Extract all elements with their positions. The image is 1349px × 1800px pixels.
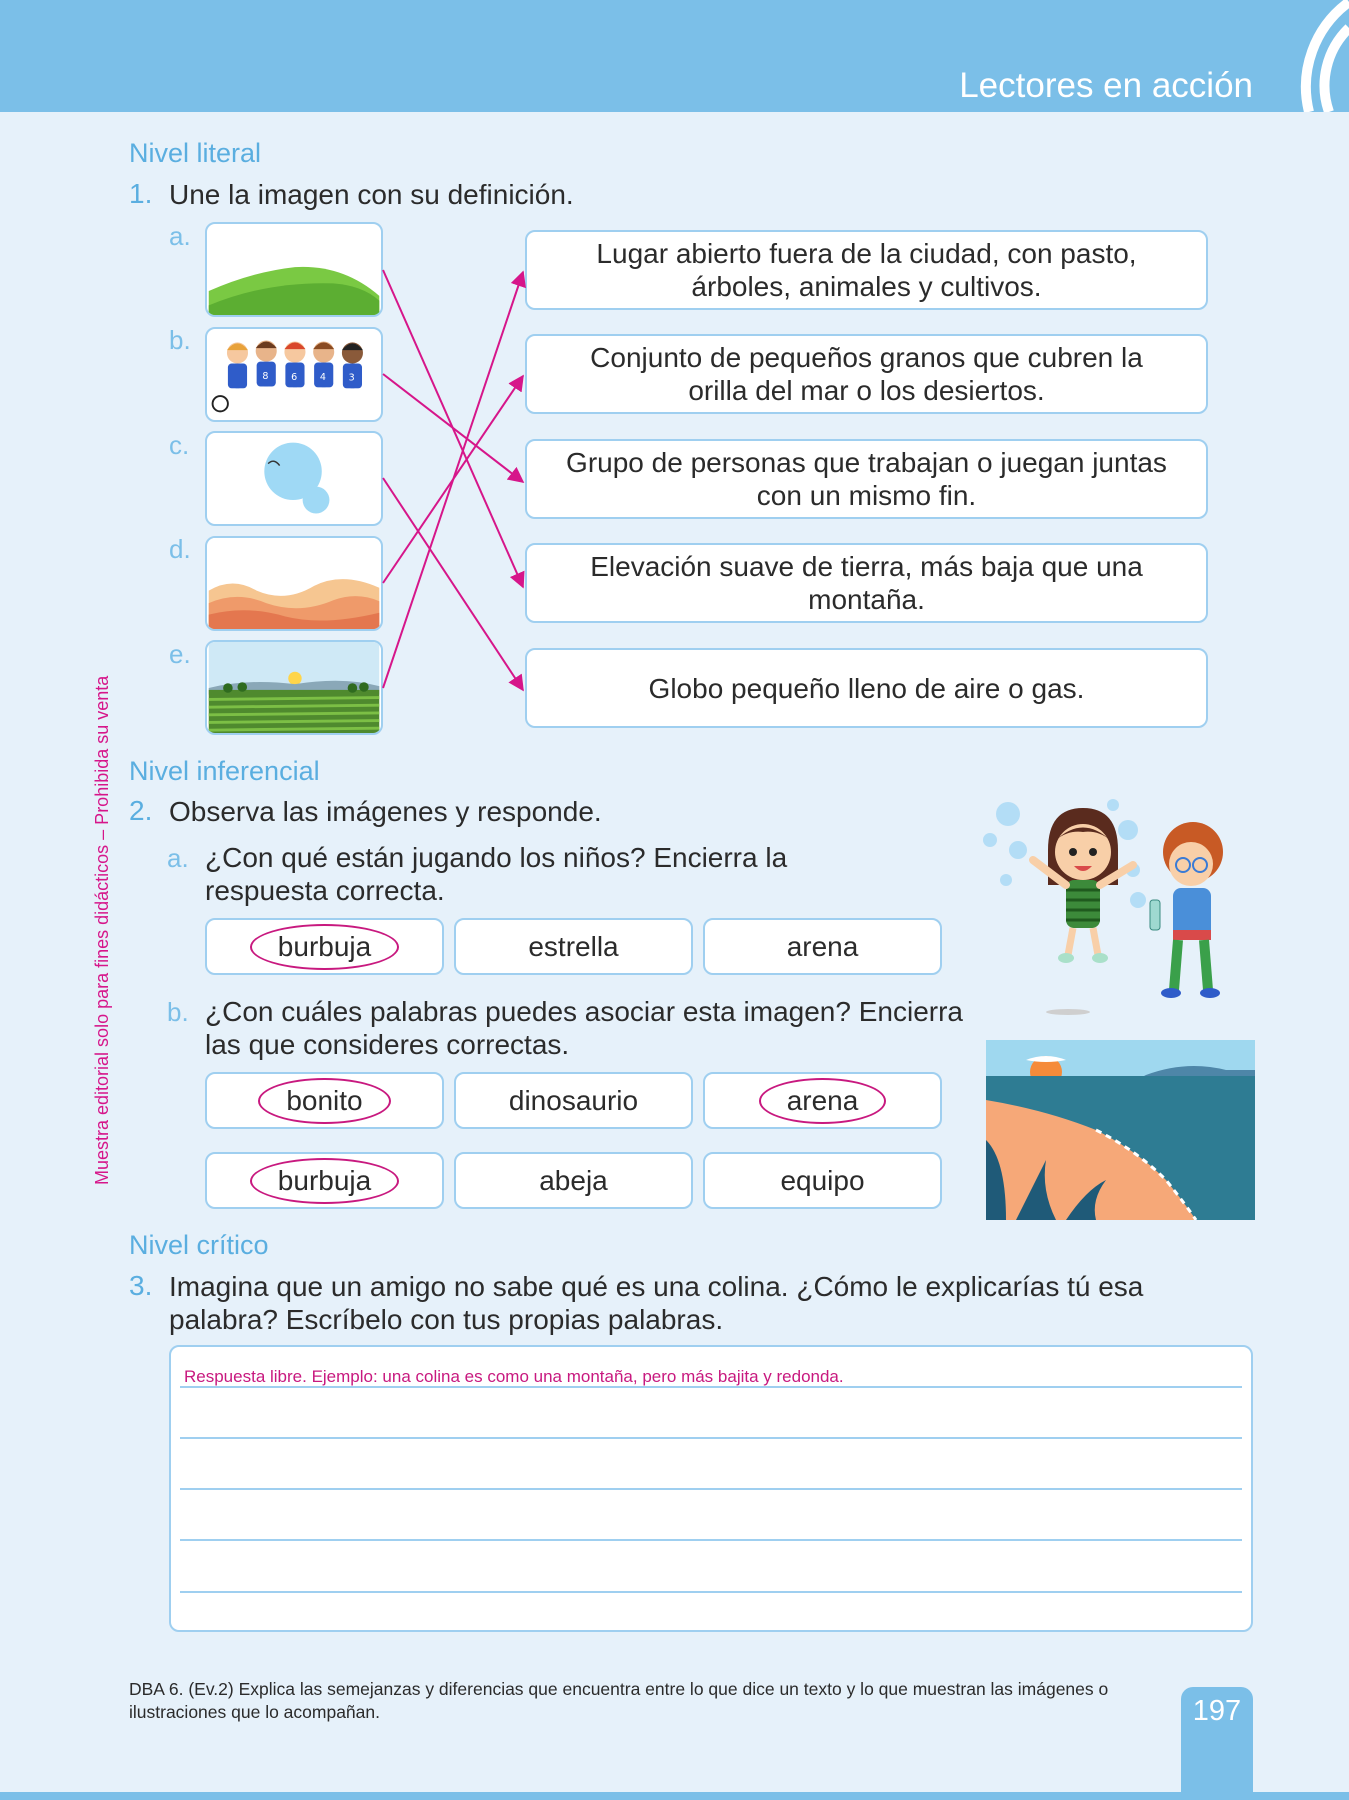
image-letter-c: c. <box>169 430 190 460</box>
option-label: arena <box>786 930 859 962</box>
option-b-dinosaurio[interactable] <box>454 1072 693 1129</box>
svg-text:6: 6 <box>291 371 298 383</box>
option-a-arena[interactable] <box>703 918 942 975</box>
option-label: abeja <box>539 1164 608 1196</box>
svg-text:4: 4 <box>319 371 326 383</box>
image-letter-e: e. <box>169 639 191 669</box>
level-inferential-title: Nivel inferencial <box>129 756 320 786</box>
writing-line <box>180 1386 1242 1388</box>
match-line-a <box>383 270 523 587</box>
option-label: arena <box>759 1078 887 1124</box>
image-letter-b: b. <box>169 325 191 355</box>
match-line-d <box>383 376 523 583</box>
svg-text:8: 8 <box>262 370 269 382</box>
page-number-tab <box>1181 1687 1253 1800</box>
writing-line <box>180 1591 1242 1593</box>
image-letter-a: a. <box>169 221 191 251</box>
image-e-countryside[interactable] <box>205 640 383 735</box>
children-bubbles-illustration <box>978 790 1258 1020</box>
image-a-hill[interactable] <box>205 222 383 317</box>
bubble-icon <box>207 433 381 524</box>
team-icon <box>207 329 381 420</box>
option-b-arena[interactable] <box>703 1072 942 1129</box>
match-line-b <box>383 374 523 482</box>
option-label: burbuja <box>250 1158 399 1204</box>
question-1-instruction: Une la imagen con su definición. <box>169 179 574 210</box>
definition-5[interactable]: Globo pequeño lleno de aire o gas. <box>525 648 1208 728</box>
level-literal-title: Nivel literal <box>129 138 262 168</box>
option-label: burbuja <box>250 924 399 970</box>
writing-line <box>180 1437 1242 1439</box>
image-b-team[interactable] <box>205 327 383 422</box>
beach-illustration <box>986 1040 1255 1220</box>
question-1-number: 1. <box>129 178 153 209</box>
question-2-instruction: Observa las imágenes y responde. <box>169 796 602 827</box>
section-title: Lectores en acción <box>959 66 1253 105</box>
question-3-number: 3. <box>129 1270 153 1301</box>
definition-1[interactable]: Lugar abierto fuera de la ciudad, con pasto, árboles, animales y cultivos. <box>525 230 1208 310</box>
definition-4[interactable]: Elevación suave de tierra, más baja que una montaña. <box>525 543 1208 623</box>
definition-2[interactable]: Conjunto de pequeños granos que cubren la orilla del mar o los desiertos. <box>525 334 1208 414</box>
countryside-icon <box>207 642 381 733</box>
part-a-question: ¿Con qué están jugando los niños? Encierra la respuesta correcta. <box>205 842 788 906</box>
part-a-letter: a. <box>167 843 189 873</box>
option-label: estrella <box>528 930 619 962</box>
definition-3[interactable]: Grupo de personas que trabajan o juegan juntas con un mismo fin. <box>525 439 1208 519</box>
header-arcs-decoration <box>1239 0 1349 112</box>
match-line-e <box>383 272 523 688</box>
svg-text:3: 3 <box>348 372 355 384</box>
question-3-text: Imagina que un amigo no sabe qué es una colina. ¿Cómo le explicarías tú esa palabra? Escríbelo con tus propias palabras. <box>169 1271 1144 1335</box>
image-c-bubble[interactable] <box>205 431 383 526</box>
option-label: equipo <box>780 1164 865 1196</box>
header-band <box>0 0 1349 112</box>
option-a-estrella[interactable] <box>454 918 693 975</box>
option-b-bonito[interactable] <box>205 1072 444 1129</box>
option-label: bonito <box>258 1078 390 1124</box>
writing-line <box>180 1539 1242 1541</box>
level-critical-title: Nivel crítico <box>129 1230 269 1260</box>
match-line-c <box>383 478 523 690</box>
side-disclaimer: Muestra editorial solo para fines didácticos – Prohibida su venta <box>92 675 112 1185</box>
option-label: dinosaurio <box>508 1084 639 1116</box>
option-b-burbuja[interactable] <box>205 1152 444 1209</box>
image-letter-d: d. <box>169 534 191 564</box>
hill-icon <box>207 224 381 315</box>
part-b-letter: b. <box>167 997 189 1027</box>
page-number: 197 <box>1192 1695 1242 1727</box>
option-b-equipo[interactable] <box>703 1152 942 1209</box>
option-a-burbuja[interactable] <box>205 918 444 975</box>
sample-answer: Respuesta libre. Ejemplo: una colina es como una montaña, pero más bajita y redonda. <box>184 1367 844 1386</box>
option-b-abeja[interactable] <box>454 1152 693 1209</box>
dba-note: DBA 6. (Ev.2) Explica las semejanzas y diferencias que encuentra entre lo que dice un texto y lo que muestran las imágenes o ilustraciones que lo acompañan. <box>129 1679 1109 1722</box>
image-d-sand[interactable] <box>205 536 383 631</box>
writing-line <box>180 1488 1242 1490</box>
question-2-number: 2. <box>129 795 153 826</box>
bottom-strip <box>0 1792 1349 1800</box>
answer-writing-area[interactable] <box>169 1345 1253 1632</box>
part-b-question: ¿Con cuáles palabras puedes asociar esta imagen? Encierra las que consideres correctas. <box>205 996 963 1060</box>
sand-icon <box>207 538 381 629</box>
